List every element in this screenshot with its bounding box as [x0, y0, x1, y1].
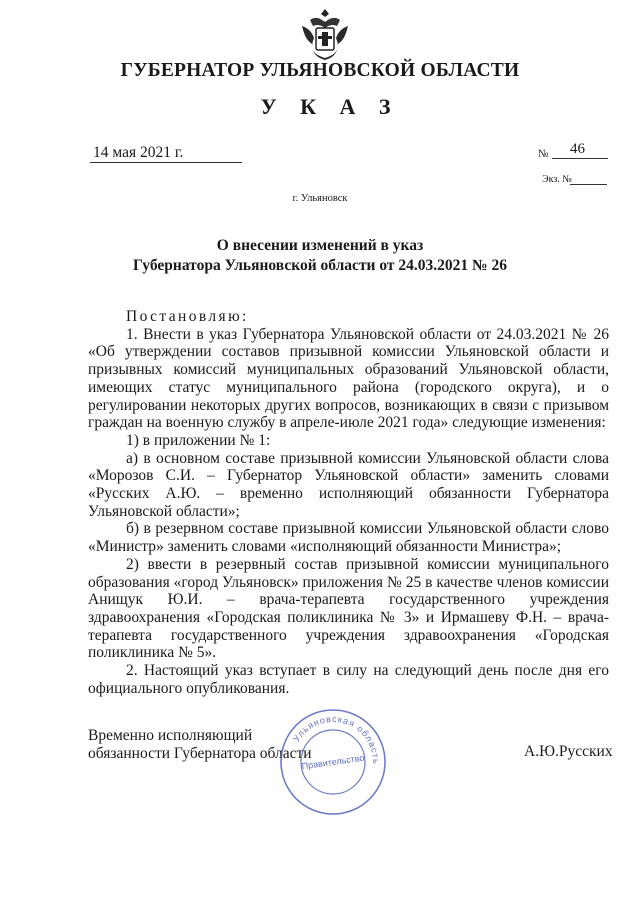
- issuer-title: ГУБЕРНАТОР УЛЬЯНОВСКОЙ ОБЛАСТИ: [120, 60, 520, 81]
- body-paragraph: б) в резервном составе призывной комиссии Ульяновской области слово «Министр» заменить словами «исполняющий обязанности Министра»;: [88, 520, 609, 556]
- official-stamp: [278, 707, 388, 817]
- copy-number-underline: [570, 184, 607, 185]
- subject-line-1: О внесении изменений в указ: [216, 237, 424, 254]
- city: г. Ульяновск: [292, 193, 348, 204]
- document-type: У К А З: [260, 94, 400, 119]
- number-label: №: [538, 148, 549, 160]
- body-paragraph: а) в основном составе призывной комиссии Ульяновской области слова «Морозов С.И. – Губернатор Ульяновской области» заменить словами «Русских А.Ю. – временно исполняющий обязанности Губернатора Ульяновской области»;: [88, 449, 609, 520]
- stamp-ring-text: Ульяновская область: [291, 713, 382, 765]
- signer-position-line-1: Временно исполняющий: [88, 727, 253, 744]
- body-paragraph: 2) ввести в резервный состав призывной комиссии муниципального образования «город Ульяновск» приложения № 25 в качестве членов комиссии Анищук Ю.И. – врача-терапевта государственного учреждения здравоохранения «Городская поликлиника № 3» и Ирмашеву Ф.Н. – врача-терапевта государственного учреждения здравоохранения «Городская поликлиника № 5».: [88, 555, 609, 662]
- document-date: 14 мая 2021 г.: [93, 144, 184, 161]
- copy-number-label: Экз. №: [542, 174, 572, 185]
- document-number: 46: [570, 141, 585, 157]
- signer-name: А.Ю.Русских: [524, 743, 613, 760]
- document-subject: [0, 236, 640, 276]
- stamp-center-text: Правительство: [300, 752, 366, 772]
- coat-of-arms-icon: [296, 6, 354, 62]
- body-preamble: Постановляю:: [126, 308, 249, 325]
- body-paragraph: 1) в приложении № 1:: [126, 431, 271, 449]
- signer-position-line-2: обязанности Губернатора области: [88, 745, 312, 762]
- document-body: [88, 308, 609, 697]
- subject-line-2: Губернатора Ульяновской области от 24.03.2021 № 26: [133, 257, 507, 274]
- date-underline: [90, 162, 242, 163]
- body-paragraph: 2. Настоящий указ вступает в силу на следующий день после дня его официального опубликования.: [88, 662, 609, 697]
- number-underline: [552, 158, 608, 159]
- body-paragraph: 1. Внести в указ Губернатора Ульяновской области от 24.03.2021 № 26 «Об утверждении составов призывной комиссии Ульяновской области и призывных комиссий муниципальных образований Ульяновской области, имеющих статус муниципального района (городского округа), и о регулировании некоторых других вопросов, возникающих в связи с призывом граждан на военную службу в апреле-июле 2021 года» следующие изменения:: [88, 325, 609, 432]
